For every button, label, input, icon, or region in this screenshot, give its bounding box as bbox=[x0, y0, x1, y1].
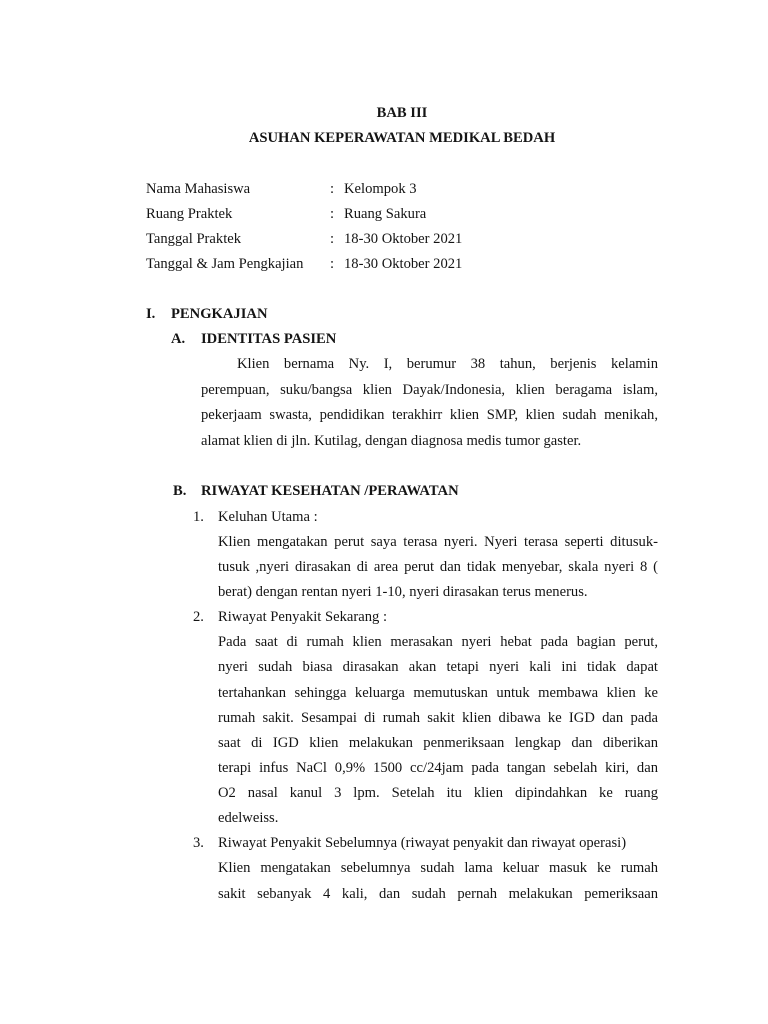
info-separator: : bbox=[330, 256, 335, 272]
subsection-letter: B. bbox=[173, 483, 187, 499]
paragraph-line: pekerjaam swasta, pendidikan terakhirr klien SMP, klien sudah menikah, bbox=[201, 407, 658, 423]
info-value: 18-30 Oktober 2021 bbox=[344, 231, 463, 247]
paragraph-line: rumah sakit. Sesampai di rumah sakit klien dibawa ke IGD dan pada bbox=[218, 710, 658, 726]
paragraph-line: saat di IGD klien melakukan penmeriksaan lengkap dan diberikan bbox=[218, 735, 658, 751]
list-item-title: Riwayat Penyakit Sekarang : bbox=[218, 609, 388, 625]
paragraph-line: nyeri sudah biasa dirasakan akan tetapi nyeri kali ini tidak dapat bbox=[218, 659, 658, 675]
paragraph-line: alamat klien di jln. Kutilag, dengan diagnosa medis tumor gaster. bbox=[201, 433, 582, 449]
info-label: Tanggal Praktek bbox=[146, 231, 242, 247]
paragraph-line: Klien bernama Ny. I, berumur 38 tahun, berjenis kelamin bbox=[237, 356, 658, 372]
list-item-number: 3. bbox=[193, 835, 204, 851]
list-item-title: Keluhan Utama : bbox=[218, 509, 318, 525]
paragraph-line: Pada saat di rumah klien merasakan nyeri hebat pada bagian perut, bbox=[218, 634, 658, 650]
info-value: Kelompok 3 bbox=[344, 181, 417, 197]
paragraph-line: Klien mengatakan sebelumnya sudah lama keluar masuk ke rumah bbox=[218, 860, 658, 876]
paragraph-line: edelweiss. bbox=[218, 810, 279, 826]
paragraph-line: tertahankan sehingga keluarga memutuskan untuk membawa klien ke bbox=[218, 685, 658, 701]
paragraph-line: tusuk ,nyeri dirasakan di area perut dan tidak menyebar, skala nyeri 8 ( bbox=[218, 559, 658, 575]
info-separator: : bbox=[330, 181, 335, 197]
info-value: 18-30 Oktober 2021 bbox=[344, 256, 463, 272]
list-item-number: 1. bbox=[193, 509, 204, 525]
info-separator: : bbox=[330, 231, 335, 247]
chapter-title: ASUHAN KEPERAWATAN MEDIKAL BEDAH bbox=[248, 130, 556, 146]
paragraph-line: terapi infus NaCl 0,9% 1500 cc/24jam pada tangan sebelah kiri, dan bbox=[218, 760, 658, 776]
paragraph-line: perempuan, suku/bangsa klien Dayak/Indonesia, klien beragama islam, bbox=[201, 382, 658, 398]
info-value: Ruang Sakura bbox=[344, 206, 427, 222]
info-label: Tanggal & Jam Pengkajian bbox=[146, 256, 304, 272]
list-item-number: 2. bbox=[193, 609, 204, 625]
paragraph-line: Klien mengatakan perut saya terasa nyeri. Nyeri terasa seperti ditusuk- bbox=[218, 534, 658, 550]
subsection-letter: A. bbox=[171, 331, 186, 347]
section-title: PENGKAJIAN bbox=[171, 306, 268, 322]
subsection-title: RIWAYAT KESEHATAN /PERAWATAN bbox=[201, 483, 459, 499]
info-label: Nama Mahasiswa bbox=[146, 181, 251, 197]
list-item-title: Riwayat Penyakit Sebelumnya (riwayat penyakit dan riwayat operasi) bbox=[218, 835, 627, 851]
info-label: Ruang Praktek bbox=[146, 206, 233, 222]
subsection-title: IDENTITAS PASIEN bbox=[201, 331, 337, 347]
section-number: I. bbox=[146, 306, 156, 322]
paragraph-line: O2 nasal kanul 3 lpm. Setelah itu klien dipindahkan ke ruang bbox=[218, 785, 658, 801]
chapter-label: BAB III bbox=[376, 105, 428, 121]
paragraph-line: sakit sebanyak 4 kali, dan sudah pernah melakukan pemeriksaan bbox=[218, 886, 658, 902]
info-separator: : bbox=[330, 206, 335, 222]
paragraph-line: berat) dengan rentan nyeri 1-10, nyeri dirasakan terus menerus. bbox=[218, 584, 588, 600]
